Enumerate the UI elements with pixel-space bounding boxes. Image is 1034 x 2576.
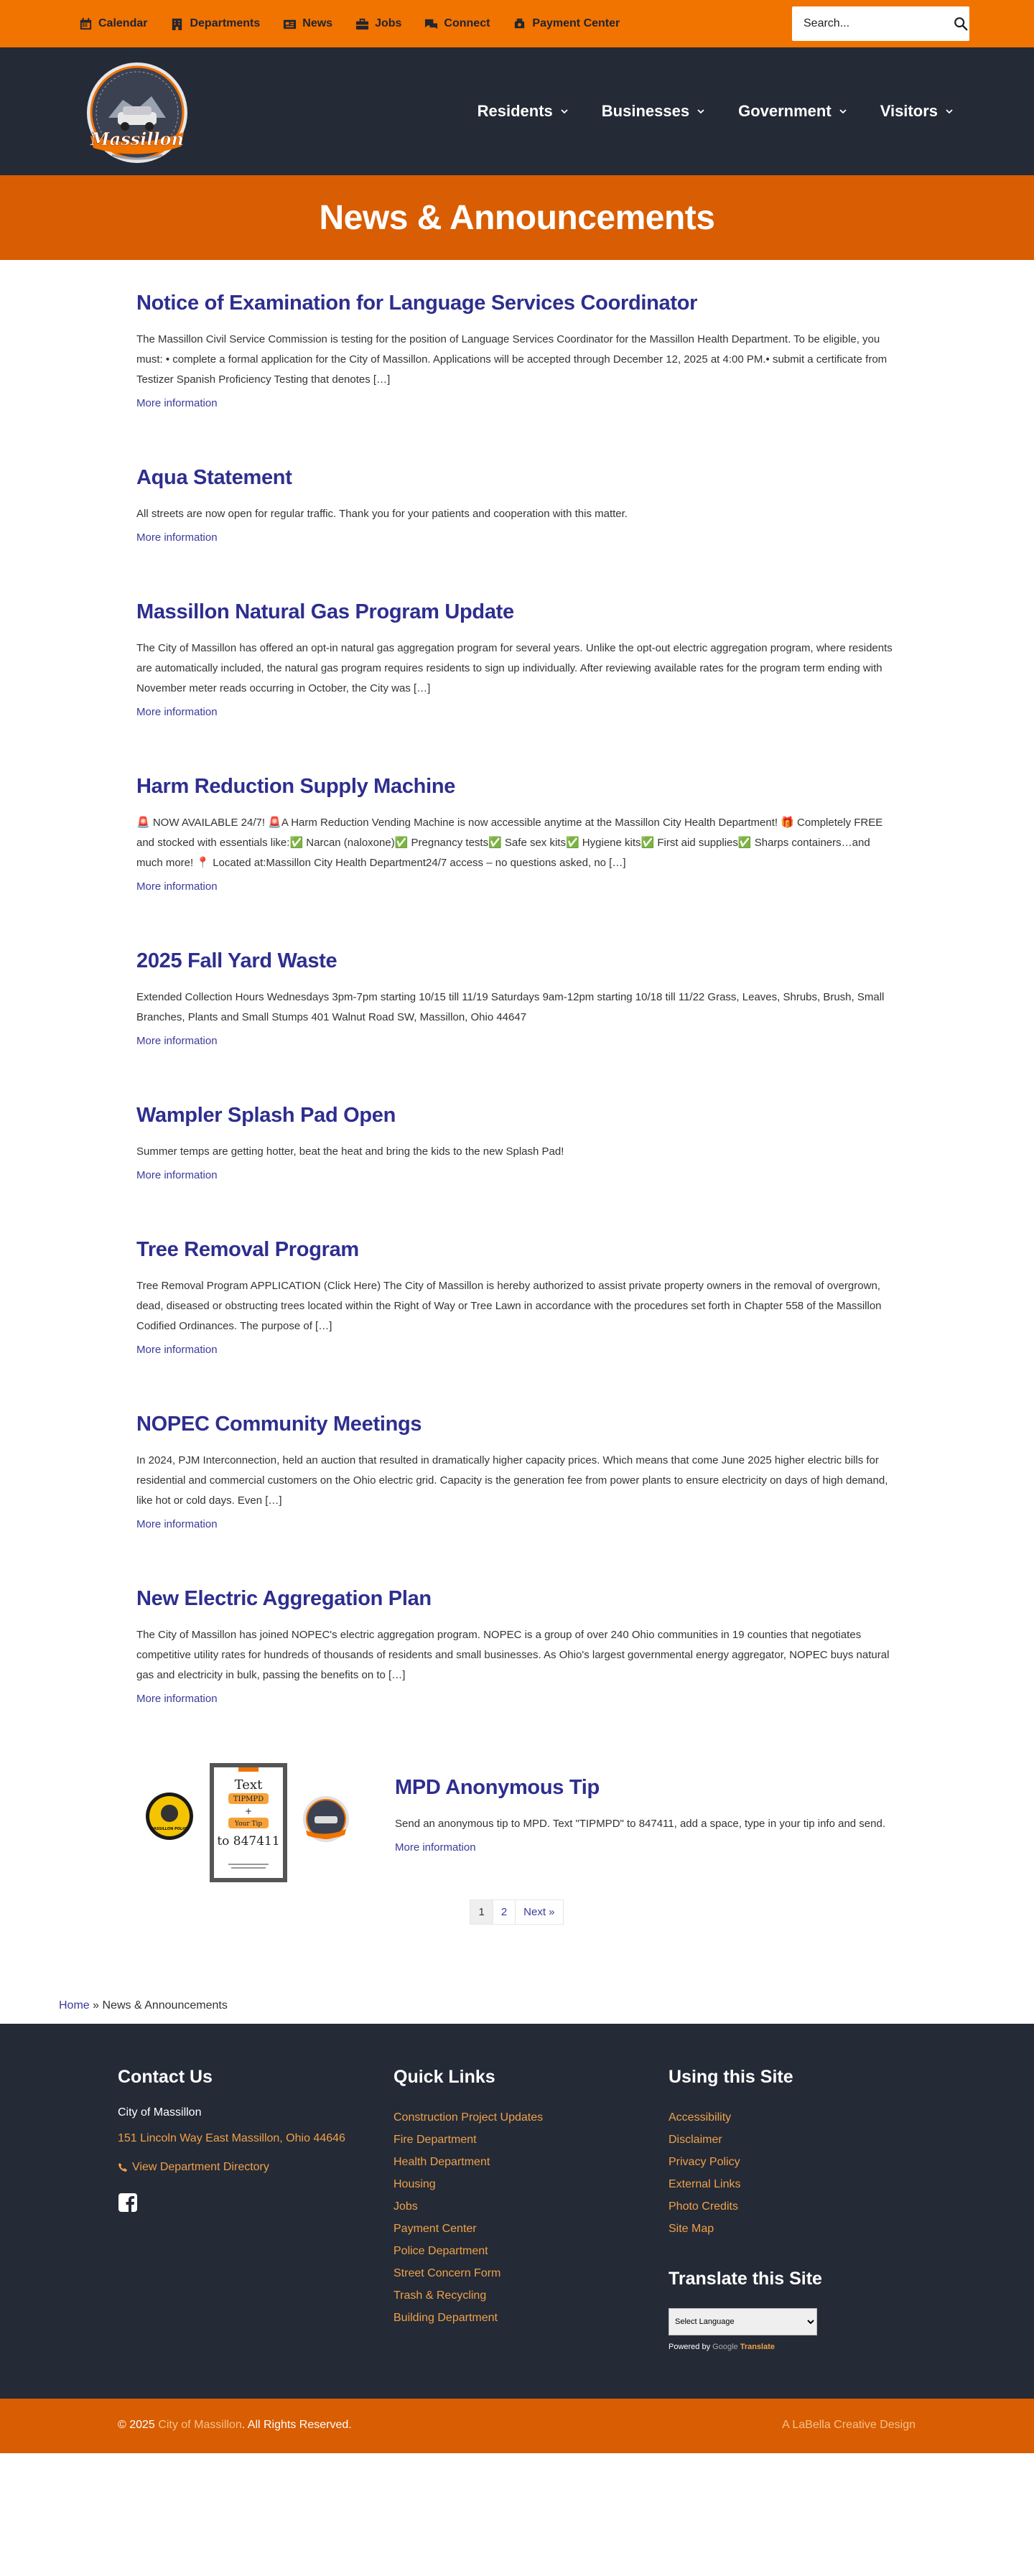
newspaper-icon	[283, 17, 297, 31]
more-information-link[interactable]: More information	[136, 706, 218, 718]
site-link[interactable]: Accessibility	[669, 2111, 732, 2124]
department-directory-link[interactable]	[118, 2161, 345, 2174]
breadcrumb-separator: »	[93, 1999, 100, 2012]
main-nav	[478, 47, 954, 175]
news-list	[136, 260, 898, 1925]
post-excerpt: The Massillon Civil Service Commission is testing for the position of Language Services Coordinator for the Massillon Health Department. To be eligible, you must: • complete a formal application for the City of Massillon. Applications will be accepted through December 12, 2025 at 4:00 PM.• submit a certificate from Testizer Spanish Proficiency Testing that denotes […]	[136, 333, 888, 386]
quick-link[interactable]: Police Department	[393, 2245, 488, 2257]
utility-link-jobs[interactable]	[355, 17, 401, 31]
more-information-link[interactable]: More information	[136, 1035, 218, 1047]
more-information-link[interactable]: More information	[136, 397, 218, 409]
utility-link-news[interactable]	[283, 17, 332, 31]
tip-image-tip: Your Tip	[234, 1821, 263, 1828]
breadcrumb-current: News & Announcements	[102, 1999, 228, 2012]
tip-image-line1: Text	[234, 1777, 263, 1792]
contact-column	[118, 2067, 345, 2216]
nav-item-label: Government	[738, 102, 832, 120]
post-title[interactable]: Harm Reduction Supply Machine	[136, 775, 456, 798]
briefcase-icon	[355, 17, 369, 31]
site-link[interactable]: Site Map	[669, 2223, 714, 2235]
quick-link[interactable]: Street Concern Form	[393, 2267, 501, 2279]
post-excerpt: Extended Collection Hours Wednesdays 3pm-7pm starting 10/15 till 11/19 Saturdays 9am-12pm starting 10/18 till 11/22 Grass, Leaves, Shrubs, Brush, Small Branches, Plants and Small Stumps 401 Walnut Road SW, Massillon, Ohio 44647	[136, 991, 885, 1023]
utility-link-payment-center[interactable]	[513, 17, 620, 31]
post-excerpt: Tree Removal Program APPLICATION (Click Here) The City of Massillon is hereby authorized to assist private property owners in the removal of overgrown, dead, diseased or obstructing trees located within the Right of Way or Tree Lawn in accordance with the procedures set forth in Chapter 558 of the Massillon Codified Ordinances. The purpose of […]	[136, 1280, 882, 1332]
utility-link-connect[interactable]	[424, 17, 490, 31]
logo-text: Massillon	[90, 129, 184, 149]
chevron-down-icon	[560, 107, 569, 116]
search-input[interactable]	[792, 6, 952, 41]
contact-org: City of Massillon	[118, 2106, 202, 2119]
quick-link[interactable]: Health Department	[393, 2156, 490, 2168]
building-icon	[170, 17, 184, 31]
nav-item-businesses[interactable]	[602, 102, 705, 121]
powered-by	[669, 2343, 822, 2351]
site-footer	[0, 2024, 1034, 2399]
police-badge-text: MASSILLON POLICE	[149, 1827, 190, 1831]
quick-link[interactable]: Building Department	[393, 2312, 498, 2324]
page-2-button[interactable]: 2	[493, 1900, 516, 1925]
utility-link-calendar[interactable]	[79, 17, 147, 31]
tip-image-code: TIPMPD	[233, 1795, 264, 1803]
site-link[interactable]: External Links	[669, 2178, 741, 2190]
featured-post-body	[395, 1762, 885, 1884]
payment-icon	[513, 17, 526, 31]
site-header	[0, 47, 1034, 175]
nav-item-label: Businesses	[601, 102, 690, 120]
page-title: News & Announcements	[319, 198, 715, 237]
post-title[interactable]: Notice of Examination for Language Services Coordinator	[136, 292, 698, 315]
more-information-link[interactable]: More information	[136, 1169, 218, 1181]
news-post	[136, 1587, 898, 1706]
quick-link[interactable]: Fire Department	[393, 2134, 477, 2146]
chat-icon	[424, 17, 438, 31]
google-logo: Google	[712, 2343, 738, 2351]
news-post	[395, 1776, 885, 1854]
news-post	[136, 1104, 898, 1182]
utility-link-label: Jobs	[375, 17, 402, 29]
post-excerpt: The City of Massillon has offered an opt-in natural gas aggregation program for several years. Unlike the opt-out electric aggregation program, where residents are automatically included, the natural gas program requires residents to sign up individually. After reviewing available rates for the program term ending with November meter reads occurring in October, the City was […]	[136, 642, 893, 694]
translate-link[interactable]: Translate	[740, 2343, 776, 2351]
news-post	[136, 949, 898, 1048]
phone-icon	[118, 2162, 128, 2172]
post-title[interactable]: Wampler Splash Pad Open	[136, 1104, 396, 1127]
utility-bar	[0, 0, 1034, 47]
language-select[interactable]	[669, 2308, 817, 2335]
news-post	[136, 1413, 898, 1531]
calendar-icon	[79, 17, 93, 31]
nav-item-label: Residents	[477, 102, 553, 120]
quick-link[interactable]: Jobs	[393, 2200, 418, 2213]
page-hero	[0, 175, 1034, 260]
nav-item-residents[interactable]	[478, 102, 569, 121]
more-information-link[interactable]: More information	[136, 1518, 218, 1530]
pagination	[136, 1900, 898, 1925]
copyright-text	[118, 2419, 352, 2432]
utility-link-label: Departments	[190, 17, 261, 29]
breadcrumb	[59, 1999, 975, 2024]
news-post	[136, 466, 898, 544]
contact-heading: Contact Us	[118, 2067, 213, 2087]
utility-link-label: News	[302, 17, 333, 29]
news-post	[136, 775, 898, 893]
using-site-list	[669, 2106, 822, 2240]
more-information-link[interactable]: More information	[395, 1841, 476, 1854]
copyright-bar	[0, 2399, 1034, 2453]
post-excerpt: All streets are now open for regular traffic. Thank you for your patients and cooperation with this matter.	[136, 508, 628, 520]
news-post	[136, 1238, 898, 1357]
page-1-button[interactable]: 1	[470, 1900, 493, 1925]
copyright-rights: . All Rights Reserved.	[241, 2419, 352, 2431]
quick-link[interactable]: Housing	[393, 2178, 436, 2190]
facebook-icon[interactable]	[118, 2193, 138, 2213]
using-site-heading: Using this Site	[669, 2067, 793, 2087]
search-button[interactable]	[952, 6, 969, 41]
quick-link[interactable]: Payment Center	[393, 2223, 477, 2235]
tip-line-image[interactable]	[136, 1762, 366, 1884]
contact-address-link[interactable]: 151 Lincoln Way East Massillon, Ohio 44646	[118, 2132, 345, 2144]
utility-link-label: Connect	[444, 17, 490, 29]
chevron-down-icon	[945, 107, 954, 116]
breadcrumb-home-link[interactable]: Home	[59, 1999, 90, 2012]
utility-link-label: Payment Center	[532, 17, 620, 29]
copyright-year: © 2025	[118, 2419, 155, 2431]
quick-links-heading: Quick Links	[393, 2067, 495, 2087]
post-excerpt: Summer temps are getting hotter, beat the heat and bring the kids to the new Splash Pad!	[136, 1145, 564, 1158]
site-link[interactable]: Privacy Policy	[669, 2156, 740, 2168]
post-excerpt: In 2024, PJM Interconnection, held an auction that resulted in dramatically higher capacity prices. Which means that come June 2025 higher electric bills for residential and commercial customers on the Ohio electric grid. Capacity is the generation fee from power plants to ensure electricity on days of high demand, like hot or cold days. Even […]	[136, 1454, 888, 1507]
post-title[interactable]: MPD Anonymous Tip	[395, 1776, 600, 1799]
translate-widget	[669, 2269, 822, 2351]
nav-item-visitors[interactable]	[880, 102, 954, 121]
news-post	[136, 600, 898, 719]
post-title[interactable]: 2025 Fall Yard Waste	[136, 949, 337, 972]
utility-nav	[79, 0, 620, 47]
quick-links-list	[393, 2106, 543, 2329]
site-link[interactable]: Disclaimer	[669, 2134, 722, 2146]
translate-heading: Translate this Site	[669, 2269, 822, 2289]
more-information-link[interactable]: More information	[136, 1344, 218, 1356]
post-excerpt: 🚨 NOW AVAILABLE 24/7! 🚨A Harm Reduction Vending Machine is now accessible anytime at the Massillon City Health Department! 🎁 Completely FREE and stocked with essentials like:✅ Narcan (naloxone)✅ Pregnancy tests✅ Safe sex kits✅ Hygiene kits✅ First aid supplies✅ Sharps containers…and much more! 📍 Located at:Massillon City Health Department24/7 access – no questions asked, no […]	[136, 817, 883, 869]
utility-link-departments[interactable]	[170, 17, 260, 31]
post-title[interactable]: Massillon Natural Gas Program Update	[136, 600, 514, 623]
post-title[interactable]: Tree Removal Program	[136, 1238, 359, 1261]
search-icon	[953, 16, 969, 32]
designer-credit-link[interactable]: A LaBella Creative Design	[782, 2419, 916, 2431]
quick-links-column	[393, 2067, 543, 2329]
city-logo[interactable]	[83, 60, 191, 168]
chevron-down-icon	[697, 107, 705, 116]
more-information-link[interactable]: More information	[136, 1693, 218, 1705]
next-page-button[interactable]: Next »	[515, 1900, 563, 1925]
nav-item-label: Visitors	[880, 102, 938, 120]
quick-link[interactable]: Construction Project Updates	[393, 2111, 544, 2124]
search-box	[792, 6, 969, 41]
utility-link-label: Calendar	[98, 17, 148, 29]
more-information-link[interactable]: More information	[136, 531, 218, 544]
post-excerpt: The City of Massillon has joined NOPEC's electric aggregation program. NOPEC is a group of over 240 Ohio communities in 19 counties that negotiates competitive utility rates for hundreds of thousands of residents and small businesses. As Ohio's largest governmental energy aggregator, NOPEC buys natural gas and electricity in bulk, passing the benefits on to […]	[136, 1629, 890, 1681]
quick-link[interactable]: Trash & Recycling	[393, 2289, 487, 2302]
post-title[interactable]: Aqua Statement	[136, 466, 292, 489]
chevron-down-icon	[839, 107, 847, 116]
news-post	[136, 292, 898, 410]
news-post-featured	[136, 1762, 898, 1884]
powered-by-label: Powered by	[669, 2343, 711, 2351]
directory-label: View Department Directory	[132, 2161, 269, 2173]
tip-image-plus: +	[244, 1806, 253, 1816]
tip-image-to: to 847411	[217, 1834, 280, 1849]
post-title[interactable]: NOPEC Community Meetings	[136, 1413, 422, 1436]
city-link[interactable]: City of Massillon	[158, 2419, 242, 2431]
site-link[interactable]: Photo Credits	[669, 2200, 738, 2213]
more-information-link[interactable]: More information	[136, 880, 218, 893]
post-title[interactable]: New Electric Aggregation Plan	[136, 1587, 432, 1610]
nav-item-government[interactable]	[738, 102, 847, 121]
using-site-column	[669, 2067, 822, 2351]
post-excerpt: Send an anonymous tip to MPD. Text "TIPMPD" to 847411, add a space, type in your tip info and send.	[395, 1818, 885, 1830]
